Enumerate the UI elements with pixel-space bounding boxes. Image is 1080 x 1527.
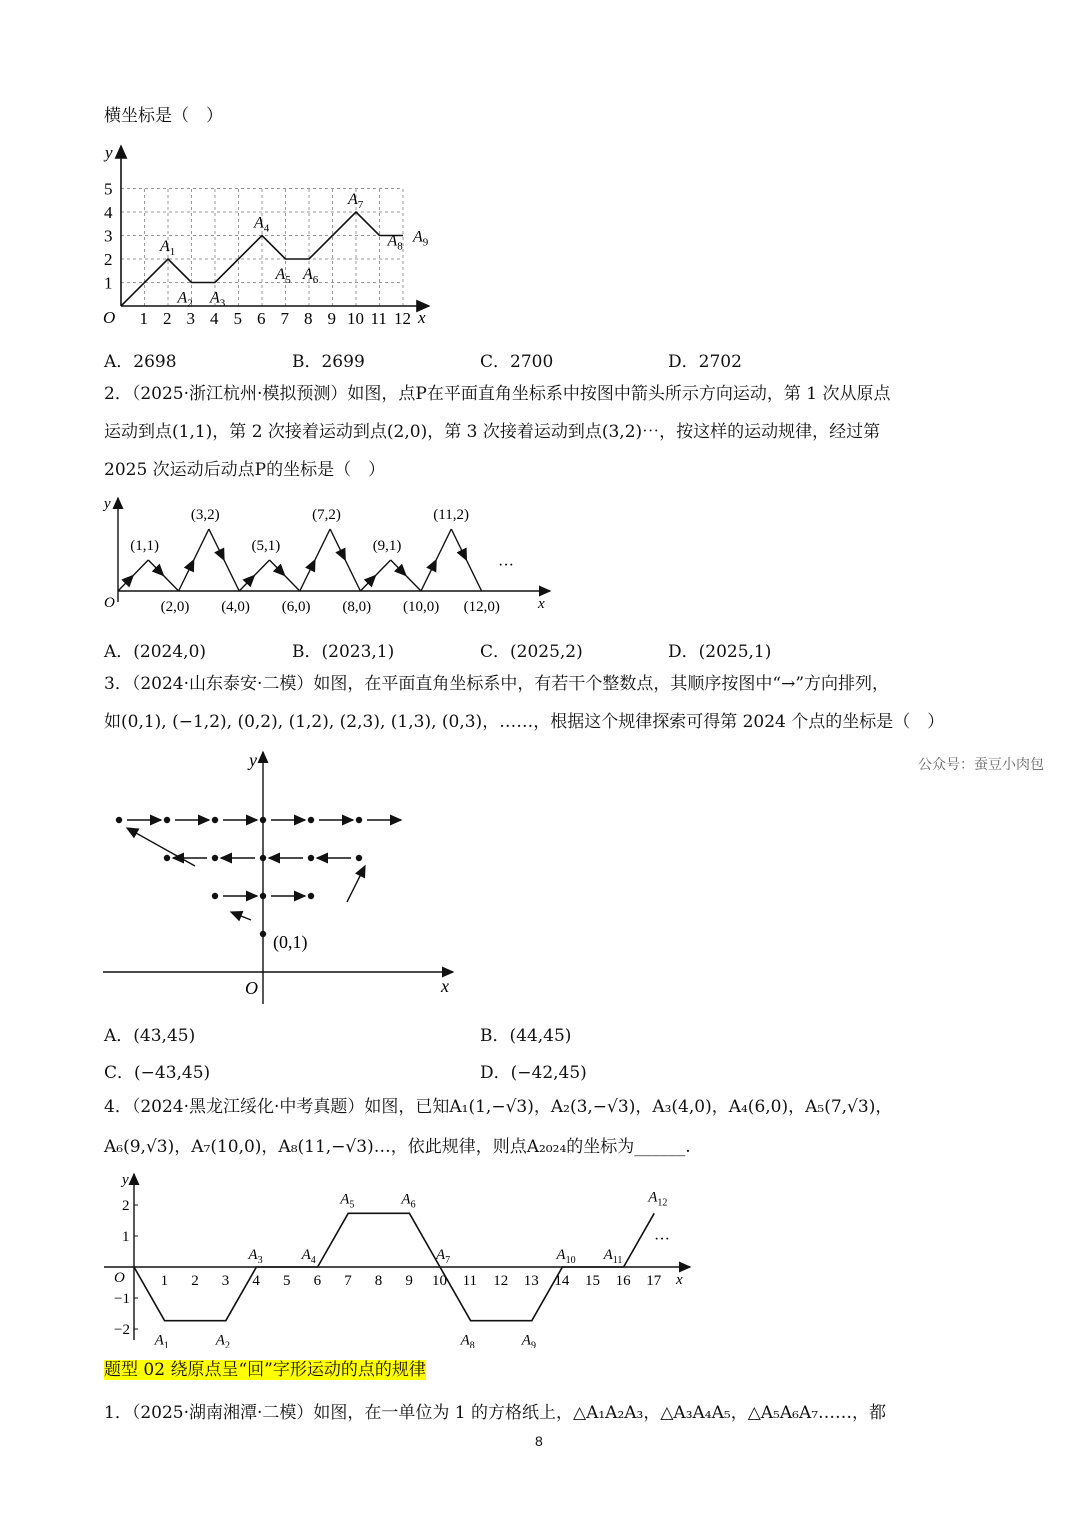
origin-label: O bbox=[104, 595, 115, 611]
option-c[interactable]: C．(2025,2) bbox=[480, 642, 583, 662]
point-label-a9: $A_9$ bbox=[413, 228, 429, 249]
y-tick-label: 1 bbox=[104, 273, 113, 293]
direction-arrow bbox=[127, 828, 195, 866]
x-tick-label: 4 bbox=[252, 1273, 260, 1289]
point-label-a10: $A_{10}$ bbox=[556, 1247, 576, 1266]
point-label-a3: $A_3$ bbox=[248, 1247, 263, 1266]
x-tick-label: 12 bbox=[394, 309, 411, 328]
path-segment bbox=[330, 529, 345, 560]
section-heading bbox=[104, 1360, 426, 1380]
path-segment bbox=[345, 560, 360, 591]
path-segment bbox=[406, 576, 421, 592]
path-segment bbox=[360, 576, 375, 592]
figure-2-triangle-wave bbox=[98, 492, 558, 620]
lattice-point bbox=[164, 855, 170, 861]
path-segment bbox=[163, 576, 178, 592]
base-label: (4,0) bbox=[221, 599, 250, 615]
peak-label: (11,2) bbox=[433, 507, 469, 523]
x-axis-label: x bbox=[418, 308, 426, 327]
x-tick-label: 6 bbox=[257, 309, 266, 328]
option-d[interactable]: D．(2025,1) bbox=[668, 642, 772, 662]
path-segment bbox=[436, 529, 451, 560]
x-axis-label: x bbox=[441, 976, 449, 996]
watermark: 公众号：蚕豆小肉包 bbox=[918, 757, 1044, 773]
path-segment bbox=[270, 560, 285, 576]
section-title: 题型 02 绕原点呈“回”字形运动的点的规律 bbox=[104, 1360, 426, 1380]
point-label-a4: $A_4$ bbox=[254, 214, 270, 235]
x-tick-label: 10 bbox=[347, 309, 364, 328]
x-tick-label: 15 bbox=[585, 1273, 600, 1289]
path-segment bbox=[133, 560, 148, 576]
path-segment bbox=[148, 560, 163, 576]
x-tick-label: 5 bbox=[233, 309, 242, 328]
figure-3-lattice-path bbox=[95, 748, 465, 1006]
q3-line1: 3．（2024·山东泰安·二模）如图，在平面直角坐标系中，有若干个整数点，其顺序按图中“→”方向排列， bbox=[104, 674, 890, 694]
y-tick-label: 2 bbox=[122, 1198, 130, 1214]
point-label-a5: $A_5$ bbox=[275, 266, 291, 286]
lattice-point bbox=[308, 817, 314, 823]
path-segment bbox=[391, 560, 406, 576]
q4-line1: 4．（2024·黑龙江绥化·中考真题）如图，已知A₁(1,−√3)，A₂(3,−√3)，A₃(4,0)，A₄(6,0)，A₅(7,√3)， bbox=[104, 1097, 893, 1117]
point-label-a12: $A_{12}$ bbox=[648, 1189, 668, 1209]
lattice-point bbox=[164, 817, 170, 823]
x-tick-label: 7 bbox=[280, 309, 289, 328]
q2-line2: 运动到点(1,1)，第 2 次接着运动到点(2,0)，第 3 次接着运动到点(3,2)⋯，按这样的运动规律，经过第 bbox=[104, 422, 881, 442]
base-label: (8,0) bbox=[342, 599, 372, 615]
y-tick-label: 5 bbox=[104, 179, 113, 199]
x-tick-label: 5 bbox=[283, 1273, 291, 1289]
base-label: (10,0) bbox=[403, 599, 440, 615]
x-tick-label: 14 bbox=[554, 1273, 570, 1289]
figure-1-zigzag bbox=[95, 140, 440, 330]
path-segment bbox=[300, 560, 315, 591]
lattice-point bbox=[356, 855, 362, 861]
x-tick-label: 6 bbox=[313, 1273, 322, 1289]
q2-line3: 2025 次运动后动点P的坐标是（ ） bbox=[104, 460, 386, 480]
option-a[interactable]: A．(2024,0) bbox=[104, 642, 207, 662]
lattice-point bbox=[212, 893, 218, 899]
y-tick-label: 2 bbox=[104, 250, 113, 269]
option-d[interactable]: D．2702 bbox=[668, 352, 742, 372]
y-tick-label: 4 bbox=[104, 203, 113, 222]
x-tick-label: 2 bbox=[163, 309, 172, 328]
option-b[interactable]: B．(44,45) bbox=[480, 1026, 572, 1046]
ellipsis: ··· bbox=[654, 1231, 670, 1248]
path-segment bbox=[285, 576, 300, 592]
x-tick-label: 3 bbox=[186, 309, 195, 328]
q4-line2: A₆(9,√3)，A₇(10,0)，A₈(11,−√3)…，依此规律，则点A₂₀₂₄的坐标为______. bbox=[104, 1137, 691, 1157]
origin-label: O bbox=[114, 1270, 125, 1286]
x-tick-label: 17 bbox=[646, 1273, 662, 1289]
y-axis-label: y bbox=[104, 496, 111, 512]
point-label-a7: $A_7$ bbox=[436, 1247, 451, 1266]
option-b[interactable]: B．(2023,1) bbox=[292, 642, 395, 662]
x-tick-label: 7 bbox=[344, 1273, 352, 1289]
origin-label: O bbox=[245, 978, 258, 998]
option-d[interactable]: D．(−42,45) bbox=[480, 1063, 587, 1083]
path-segment bbox=[224, 560, 239, 591]
y-tick-label: 3 bbox=[104, 226, 113, 246]
lattice-point bbox=[260, 855, 266, 861]
lattice-point bbox=[260, 817, 266, 823]
y-tick-label: −1 bbox=[114, 1291, 130, 1307]
option-a[interactable]: A．(43,45) bbox=[104, 1026, 196, 1046]
peak-label: (3,2) bbox=[190, 507, 220, 523]
point-label-a6: $A_6$ bbox=[303, 266, 319, 286]
point-label-a3: $A_3$ bbox=[210, 289, 226, 310]
q5-line1: 1．（2025·湖南湘潭·二模）如图，在一单位为 1 的方格纸上，△A₁A₂A₃，△A₃A₄A₅，△A₅A₆A₇……，都 bbox=[104, 1403, 887, 1423]
x-tick-label: 11 bbox=[370, 309, 387, 328]
lattice-point bbox=[212, 855, 218, 861]
option-a[interactable]: A．2698 bbox=[104, 352, 177, 372]
x-tick-label: 9 bbox=[405, 1273, 413, 1289]
path-segment bbox=[376, 560, 391, 576]
point-label-a6: $A_6$ bbox=[401, 1191, 416, 1211]
point-label-a4: $A_4$ bbox=[301, 1247, 316, 1266]
path-segment bbox=[466, 560, 481, 591]
point-label-a8: $A_8$ bbox=[460, 1332, 475, 1348]
lattice-point bbox=[308, 855, 314, 861]
point-label: (0,1) bbox=[273, 932, 308, 952]
lattice-point bbox=[212, 817, 218, 823]
path-segment bbox=[194, 529, 209, 560]
path-segment bbox=[179, 560, 194, 591]
point-label-a5: $A_5$ bbox=[340, 1191, 355, 1211]
x-tick-label: 16 bbox=[615, 1273, 631, 1289]
point-label-a7: $A_7$ bbox=[348, 191, 364, 211]
x-tick-label: 4 bbox=[210, 309, 219, 328]
base-label: (2,0) bbox=[160, 599, 190, 615]
origin-label: O bbox=[103, 308, 116, 327]
path-segment bbox=[118, 576, 133, 592]
y-axis-label: y bbox=[249, 750, 257, 770]
x-tick-label: 10 bbox=[432, 1273, 447, 1289]
x-tick-label: 13 bbox=[523, 1273, 539, 1289]
lattice-point bbox=[356, 817, 362, 823]
x-axis-label: x bbox=[676, 1272, 683, 1288]
q3-line2: 如(0,1), (−1,2), (0,2), (1,2), (2,3), (1,3), (0,3)，……，根据这个规律探索可得第 2024 个点的坐标是（ ） bbox=[104, 712, 945, 732]
y-tick-label: −2 bbox=[114, 1322, 130, 1338]
lattice-point bbox=[308, 893, 314, 899]
peak-label: (5,1) bbox=[251, 538, 281, 554]
path-segment bbox=[451, 529, 466, 560]
y-axis-label: y bbox=[122, 1172, 129, 1188]
x-tick-label: 8 bbox=[374, 1273, 383, 1289]
x-tick-label: 1 bbox=[160, 1273, 169, 1289]
peak-label: (9,1) bbox=[372, 538, 402, 554]
path-segment bbox=[421, 560, 436, 591]
x-tick-label: 1 bbox=[139, 309, 148, 328]
ellipsis: ··· bbox=[498, 557, 514, 574]
x-axis-label: x bbox=[538, 596, 545, 612]
peak-label: (7,2) bbox=[312, 507, 341, 523]
path-segment bbox=[239, 576, 254, 592]
point-label-a11: $A_{11}$ bbox=[603, 1247, 623, 1266]
option-c[interactable]: C．(−43,45) bbox=[104, 1063, 211, 1083]
q2-line1: 2．（2025·浙江杭州·模拟预测）如图，点P在平面直角坐标系中按图中箭头所示方向运动，第 1 次从原点 bbox=[104, 384, 891, 404]
x-tick-label: 9 bbox=[327, 309, 336, 328]
point-label-a9: $A_9$ bbox=[521, 1332, 536, 1348]
x-tick-label: 8 bbox=[304, 309, 313, 328]
peak-label: (1,1) bbox=[130, 538, 160, 554]
direction-arrow bbox=[231, 912, 251, 920]
point-label-a2: $A_2$ bbox=[177, 289, 193, 310]
path-segment bbox=[209, 529, 224, 560]
point-label-a1: $A_1$ bbox=[154, 1332, 169, 1348]
option-b[interactable]: B．2699 bbox=[292, 352, 365, 372]
point-label-a2: $A_2$ bbox=[215, 1332, 230, 1348]
x-tick-label: 3 bbox=[221, 1273, 230, 1289]
question-tail: 横坐标是（ ） bbox=[104, 106, 223, 126]
y-axis-label: y bbox=[105, 143, 113, 162]
x-tick-label: 2 bbox=[191, 1273, 199, 1289]
y-tick-label: 1 bbox=[122, 1229, 130, 1245]
lattice-point bbox=[260, 893, 266, 899]
lattice-point bbox=[260, 931, 266, 937]
base-label: (6,0) bbox=[281, 599, 311, 615]
direction-arrow bbox=[347, 866, 365, 902]
x-tick-label: 12 bbox=[493, 1273, 509, 1289]
path-segment bbox=[254, 560, 269, 576]
base-label: (12,0) bbox=[463, 599, 500, 615]
option-c[interactable]: C．2700 bbox=[480, 352, 554, 372]
point-label-a8: $A_8$ bbox=[387, 232, 403, 253]
page-number: 8 bbox=[535, 1433, 543, 1449]
path-segment bbox=[315, 529, 330, 560]
x-tick-label: 11 bbox=[462, 1273, 478, 1289]
lattice-point bbox=[116, 817, 122, 823]
point-label-a1: $A_1$ bbox=[160, 238, 176, 258]
figure-4-trapezoid-wave bbox=[98, 1168, 698, 1348]
